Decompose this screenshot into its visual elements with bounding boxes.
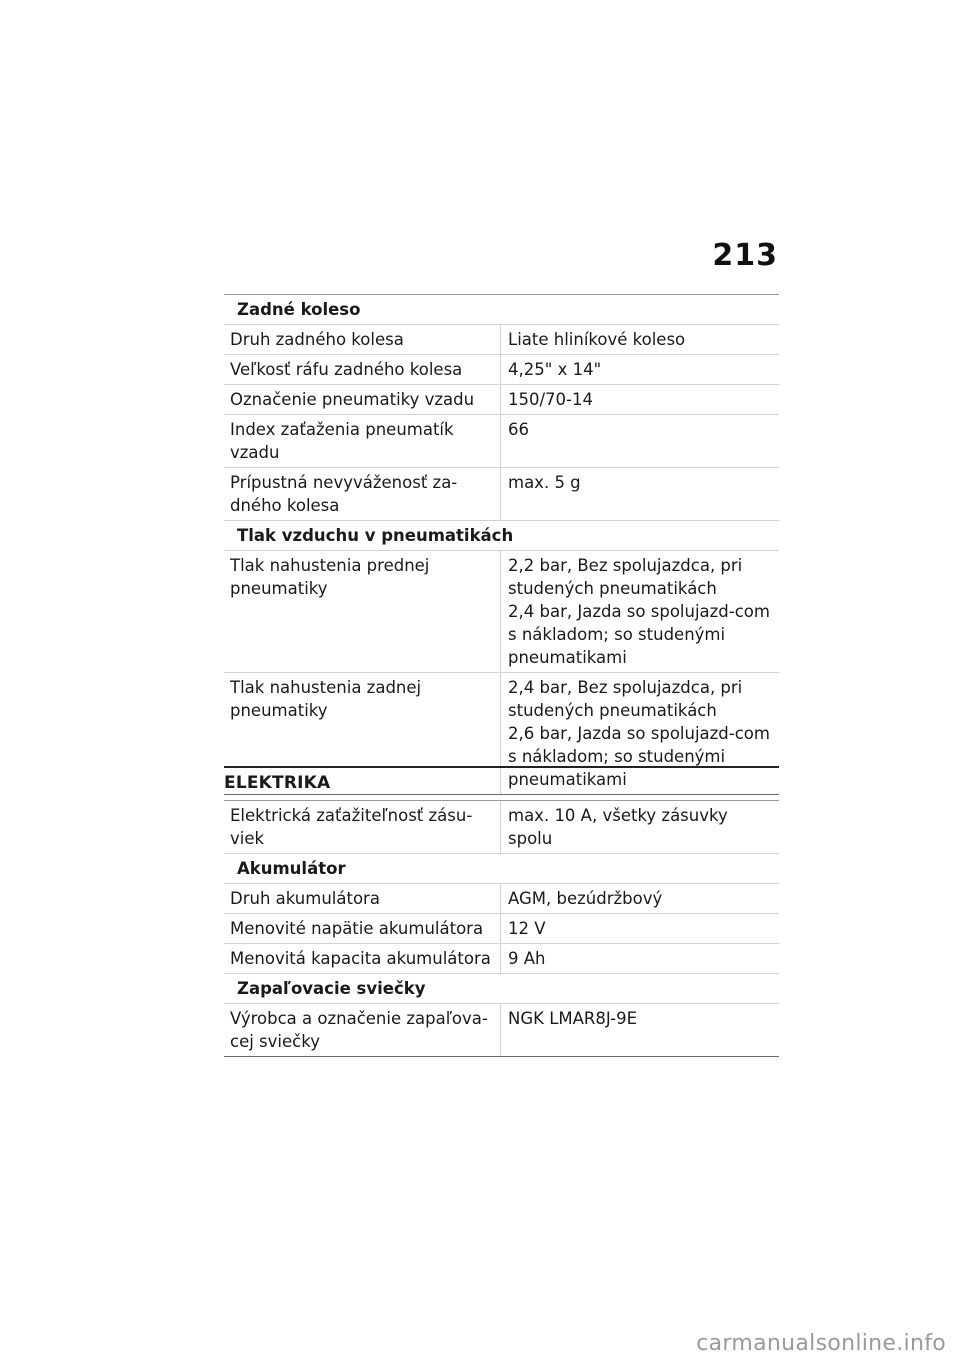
row-label: Tlak nahustenia prednej pneumatiky: [224, 551, 501, 672]
table-row: [224, 801, 779, 854]
section-title: ELEKTRIKA: [224, 773, 331, 793]
value-line: AGM, bezúdržbový: [508, 889, 663, 908]
table-row: [224, 914, 779, 944]
row-label: Tlak nahustenia zadnej pneumatiky: [224, 673, 501, 794]
table-row: [224, 1004, 779, 1057]
row-value: [501, 551, 779, 672]
page-number: 213: [712, 238, 778, 273]
value-line: 2,6 bar, Jazda so spolujazd-com s nákladom; so studenými pneumatikami: [508, 724, 770, 789]
table-row: [224, 325, 779, 355]
value-line: 66: [508, 420, 529, 439]
value-line: NGK LMAR8J-9E: [508, 1009, 638, 1028]
row-value: [501, 385, 779, 414]
spec-table-wheel-tires: [224, 294, 779, 795]
group-heading-rear-wheel: Zadné koleso: [224, 295, 779, 325]
row-label: Menovité napätie akumulátora: [224, 914, 501, 943]
value-line: Liate hliníkové koleso: [508, 330, 686, 349]
row-value: [501, 325, 779, 354]
row-label: Prípustná nevyváženosť za-dného kolesa: [224, 468, 501, 520]
row-value: [501, 468, 779, 520]
row-label: Druh zadného kolesa: [224, 325, 501, 354]
section-electrical: [224, 766, 779, 793]
table-row: [224, 944, 779, 974]
row-label: Elektrická zaťažiteľnosť zásu-viek: [224, 801, 501, 853]
watermark: carmanualsonline.info: [696, 1331, 946, 1356]
row-value: [501, 415, 779, 467]
row-label: Označenie pneumatiky vzadu: [224, 385, 501, 414]
value-line: 2,4 bar, Jazda so spolujazd-com s nákladom; so studenými pneumatikami: [508, 602, 770, 667]
table-row: [224, 415, 779, 468]
value-line: 2,2 bar, Bez spolujazdca, pri studených pneumatikách: [508, 556, 743, 598]
row-label: Menovitá kapacita akumulátora: [224, 944, 501, 973]
spec-table-electrical: [224, 800, 779, 1057]
value-line: 12 V: [508, 919, 546, 938]
row-label: Index zaťaženia pneumatík vzadu: [224, 415, 501, 467]
value-line: 2,4 bar, Bez spolujazdca, pri studených pneumatikách: [508, 678, 743, 720]
table-row: [224, 551, 779, 673]
table-row: [224, 355, 779, 385]
value-line: 4,25" x 14": [508, 360, 602, 379]
row-value: [501, 944, 779, 973]
row-value: [501, 801, 779, 853]
table-row: [224, 884, 779, 914]
value-line: max. 5 g: [508, 473, 581, 492]
value-line: max. 10 A, všetky zásuvky spolu: [508, 806, 728, 848]
row-label: Veľkosť ráfu zadného kolesa: [224, 355, 501, 384]
row-value: [501, 355, 779, 384]
row-value: [501, 884, 779, 913]
group-heading-battery: Akumulátor: [224, 854, 779, 884]
row-value: [501, 914, 779, 943]
row-value: [501, 1004, 779, 1056]
row-label: Druh akumulátora: [224, 884, 501, 913]
group-heading-tire-pressure: Tlak vzduchu v pneumatikách: [224, 521, 779, 551]
table-row: [224, 468, 779, 521]
value-line: 9 Ah: [508, 949, 546, 968]
row-label: Výrobca a označenie zapaľova-cej sviečky: [224, 1004, 501, 1056]
value-line: 150/70-14: [508, 390, 593, 409]
table-row: [224, 385, 779, 415]
group-heading-spark-plugs: Zapaľovacie sviečky: [224, 974, 779, 1004]
